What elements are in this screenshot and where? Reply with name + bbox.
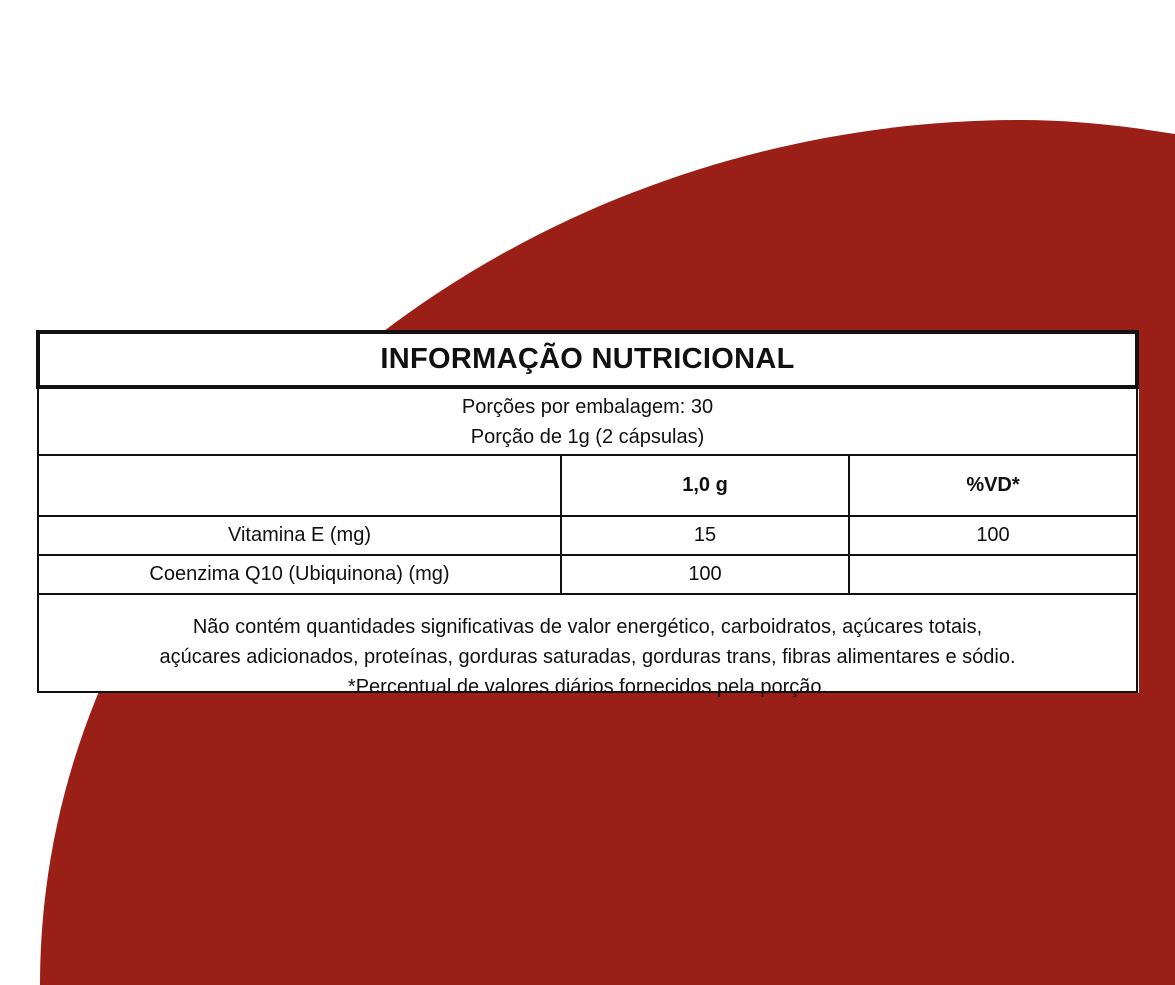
nutrient-amount: 100 (562, 556, 850, 593)
nutrition-facts-table (36, 330, 1139, 698)
servings-per-package: Porções por embalagem: 30 (461, 395, 714, 418)
header-nutrient (39, 456, 562, 515)
nutrient-dv (850, 556, 1136, 593)
header-row (39, 456, 1136, 517)
header-daily-value: %VD* (966, 474, 1020, 496)
portion-info (39, 389, 1136, 456)
table-body (37, 389, 1138, 698)
nutrient-dv: 100 (976, 524, 1010, 546)
nutrient-name: Coenzima Q10 (Ubiquinona) (mg) (39, 556, 562, 593)
serving-size: Porção de 1g (2 cápsulas) (470, 425, 705, 448)
table-row (39, 556, 1136, 595)
footnote-line: açúcares adicionados, proteínas, gorduras saturadas, gorduras trans, fibras alimentares e sódio. (159, 646, 1016, 668)
nutrient-amount: 15 (562, 517, 850, 554)
nutrient-name: Vitamina E (mg) (39, 517, 562, 554)
footnote-line: *Percentual de valores diários fornecidos pela porção. (347, 676, 828, 698)
table-title: INFORMAÇÃO NUTRICIONAL (36, 330, 1139, 389)
nutrient-grid (39, 456, 1136, 595)
footnote-line: Não contém quantidades significativas de valor energético, carboidratos, açúcares totais, (192, 616, 983, 638)
footnote (39, 616, 1136, 698)
header-amount: 1,0 g (562, 456, 850, 515)
table-row (39, 517, 1136, 556)
